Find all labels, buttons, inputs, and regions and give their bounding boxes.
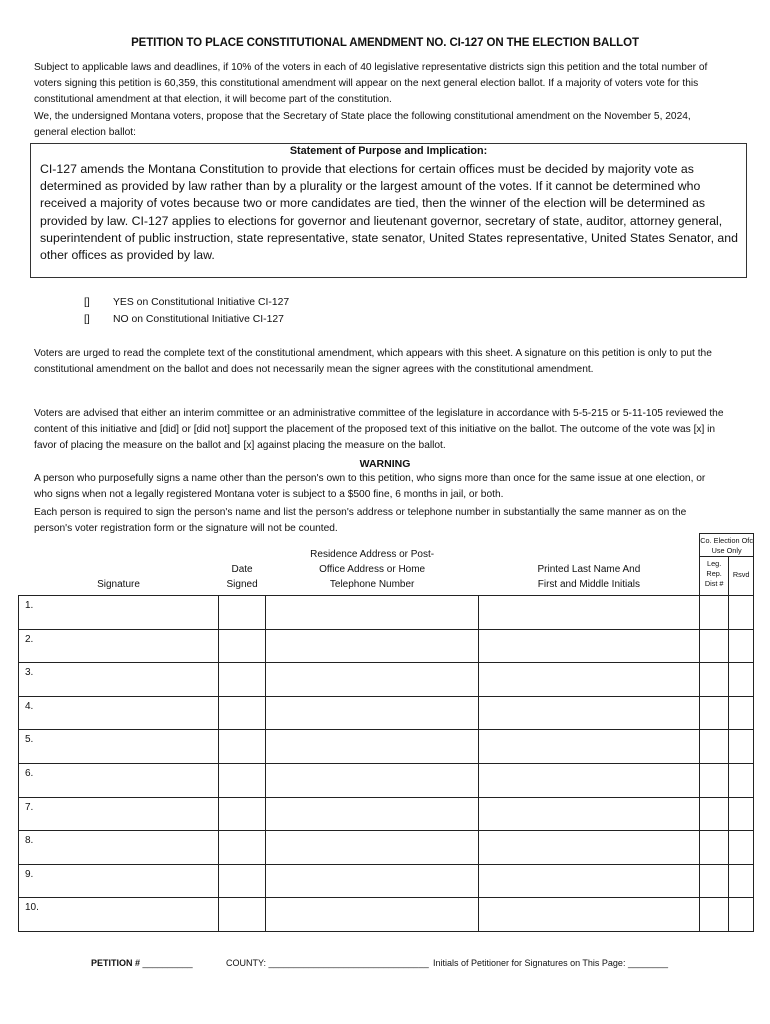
leg-district-cell[interactable]	[700, 864, 729, 898]
header-printed-name: Printed Last Name And First and Middle Initials	[537, 564, 641, 590]
table-row	[19, 797, 754, 831]
initials-label: Initials of Petitioner for Signatures on This Page:	[433, 958, 626, 968]
printed-name-cell[interactable]	[479, 763, 700, 797]
yes-checkbox[interactable]: []	[84, 297, 90, 308]
address-cell[interactable]	[266, 864, 479, 898]
address-cell[interactable]	[266, 663, 479, 697]
county-field[interactable]	[226, 958, 429, 968]
reserved-cell[interactable]	[729, 696, 754, 730]
date-cell[interactable]	[219, 629, 266, 663]
printed-name-cell[interactable]	[479, 629, 700, 663]
printed-name-cell[interactable]	[479, 864, 700, 898]
reserved-cell[interactable]	[729, 663, 754, 697]
signature-requirement-text: Each person is required to sign the person's name and list the person's address or telephone number in substantially the same manner as on the person's voter registration form or the signature will not be counted.	[34, 507, 687, 534]
address-cell[interactable]	[266, 629, 479, 663]
table-row	[19, 696, 754, 730]
petition-number-field[interactable]	[91, 958, 193, 968]
reserved-cell[interactable]	[729, 898, 754, 932]
header-residence: Residence Address or Post-Office Address or Home Telephone Number	[310, 549, 435, 590]
row-number: 7.	[19, 797, 219, 831]
row-number: 4.	[19, 696, 219, 730]
leg-district-cell[interactable]	[700, 596, 729, 630]
warning-text: A person who purposefully signs a name other than the person's own to this petition, who signs more than once for the same issue at one election, or who signs when not a legally registered Montana voter is subject to a $500 fine, 6 months in jail, or both.	[34, 473, 706, 500]
page-title: PETITION TO PLACE CONSTITUTIONAL AMENDMENT NO. CI-127 ON THE ELECTION BALLOT	[131, 37, 639, 49]
row-number: 8.	[19, 831, 219, 865]
advised-paragraph: Voters are advised that either an interim committee or an administrative committee of the legislature in accordance with 5-5-215 or 5-11-105 reviewed the content of this initiative and [did] or [did not] support the placement of the proposed text of this initiative on the ballot. The outcome of the vote was [x] in favor of placing the measure on the ballot and [x] against placing the measure on the ballot.	[34, 408, 724, 451]
date-cell[interactable]	[219, 596, 266, 630]
date-cell[interactable]	[219, 898, 266, 932]
address-cell[interactable]	[266, 730, 479, 764]
header-leg-district: Leg. Rep. Dist #	[700, 557, 729, 595]
statement-body: CI-127 amends the Montana Constitution to provide that elections for certain offices must be decided by majority vote as determined as provided by law rather than by a plurality or the largest amount of the votes. If it cannot be determined who received a majority of votes because two or more candidates are tied, then the winner of the election will be determined as provided by law. CI-127 applies to elections for governor and lieutenant governor, secretary of state, auditor, attorney general, superintendent of public instruction, state representative, state senator, United States representative, United States Senator, and other offices as provided by law.	[40, 162, 738, 263]
row-number: 9.	[19, 864, 219, 898]
table-row	[19, 763, 754, 797]
statement-box	[30, 143, 747, 278]
date-cell[interactable]	[219, 763, 266, 797]
row-number: 10.	[19, 898, 219, 932]
table-row	[19, 629, 754, 663]
leg-district-cell[interactable]	[700, 663, 729, 697]
table-row	[19, 831, 754, 865]
intro-paragraph: Subject to applicable laws and deadlines, if 10% of the voters in each of 40 legislative representative districts sign this petition and the total number of voters signing this petition is 60,359, this constitutional amendment will appear on the next general election ballot. If a majority of voters vote for this constitutional amendment at that election, it will become part of the constitution.	[34, 62, 708, 105]
office-use-label: Co. Election Ofc Use Only	[700, 536, 753, 555]
table-row	[19, 596, 754, 630]
signature-table	[18, 533, 754, 932]
leg-district-cell[interactable]	[700, 730, 729, 764]
reserved-cell[interactable]	[729, 763, 754, 797]
leg-district-cell[interactable]	[700, 696, 729, 730]
urge-paragraph: Voters are urged to read the complete text of the constitutional amendment, which appears with this sheet. A signature on this petition is only to put the constitutional amendment on the ballot and does not necessarily mean the signer agrees with the constitutional amendment.	[34, 348, 712, 375]
petition-number-label: PETITION #	[91, 958, 141, 968]
warning-heading: WARNING	[359, 458, 411, 470]
no-option-label: NO on Constitutional Initiative CI-127	[113, 314, 284, 325]
reserved-cell[interactable]	[729, 596, 754, 630]
address-cell[interactable]	[266, 898, 479, 932]
date-cell[interactable]	[219, 696, 266, 730]
petition-number-blank: __________	[142, 958, 193, 968]
table-row	[19, 663, 754, 697]
county-label: COUNTY:	[226, 958, 267, 968]
office-use-header	[700, 534, 754, 596]
header-reserved: Rsvd	[732, 570, 750, 579]
initials-field[interactable]	[433, 958, 668, 968]
table-row	[19, 864, 754, 898]
date-cell[interactable]	[219, 797, 266, 831]
row-number: 2.	[19, 629, 219, 663]
printed-name-cell[interactable]	[479, 730, 700, 764]
date-cell[interactable]	[219, 730, 266, 764]
row-number: 1.	[19, 596, 219, 630]
address-cell[interactable]	[266, 696, 479, 730]
leg-district-cell[interactable]	[700, 898, 729, 932]
address-cell[interactable]	[266, 596, 479, 630]
row-number: 5.	[19, 730, 219, 764]
statement-heading: Statement of Purpose and Implication:	[289, 145, 488, 157]
date-cell[interactable]	[219, 831, 266, 865]
date-cell[interactable]	[219, 663, 266, 697]
printed-name-cell[interactable]	[479, 831, 700, 865]
signature-rows	[19, 596, 754, 932]
county-blank: ________________________________	[268, 958, 429, 968]
initials-blank: ________	[627, 958, 669, 968]
address-cell[interactable]	[266, 831, 479, 865]
leg-district-cell[interactable]	[700, 763, 729, 797]
header-date: Date Signed	[226, 564, 258, 590]
no-checkbox[interactable]: []	[84, 314, 90, 325]
leg-district-cell[interactable]	[700, 797, 729, 831]
address-cell[interactable]	[266, 797, 479, 831]
leg-district-cell[interactable]	[700, 629, 729, 663]
reserved-cell[interactable]	[729, 864, 754, 898]
reserved-cell[interactable]	[729, 629, 754, 663]
address-cell[interactable]	[266, 763, 479, 797]
yes-option-label: YES on Constitutional Initiative CI-127	[113, 297, 290, 308]
printed-name-cell[interactable]	[479, 663, 700, 697]
reserved-cell[interactable]	[729, 797, 754, 831]
printed-name-cell[interactable]	[479, 797, 700, 831]
printed-name-cell[interactable]	[479, 596, 700, 630]
date-cell[interactable]	[219, 864, 266, 898]
header-signature: Signature	[97, 579, 140, 590]
reserved-cell[interactable]	[729, 730, 754, 764]
table-row	[19, 898, 754, 932]
row-number: 3.	[19, 663, 219, 697]
leg-district-cell[interactable]	[700, 831, 729, 865]
row-number: 6.	[19, 763, 219, 797]
reserved-cell[interactable]	[729, 831, 754, 865]
printed-name-cell[interactable]	[479, 696, 700, 730]
printed-name-cell[interactable]	[479, 898, 700, 932]
table-row	[19, 730, 754, 764]
proposal-paragraph: We, the undersigned Montana voters, propose that the Secretary of State place the following constitutional amendment on the November 5, 2024, general election ballot:	[34, 111, 691, 138]
